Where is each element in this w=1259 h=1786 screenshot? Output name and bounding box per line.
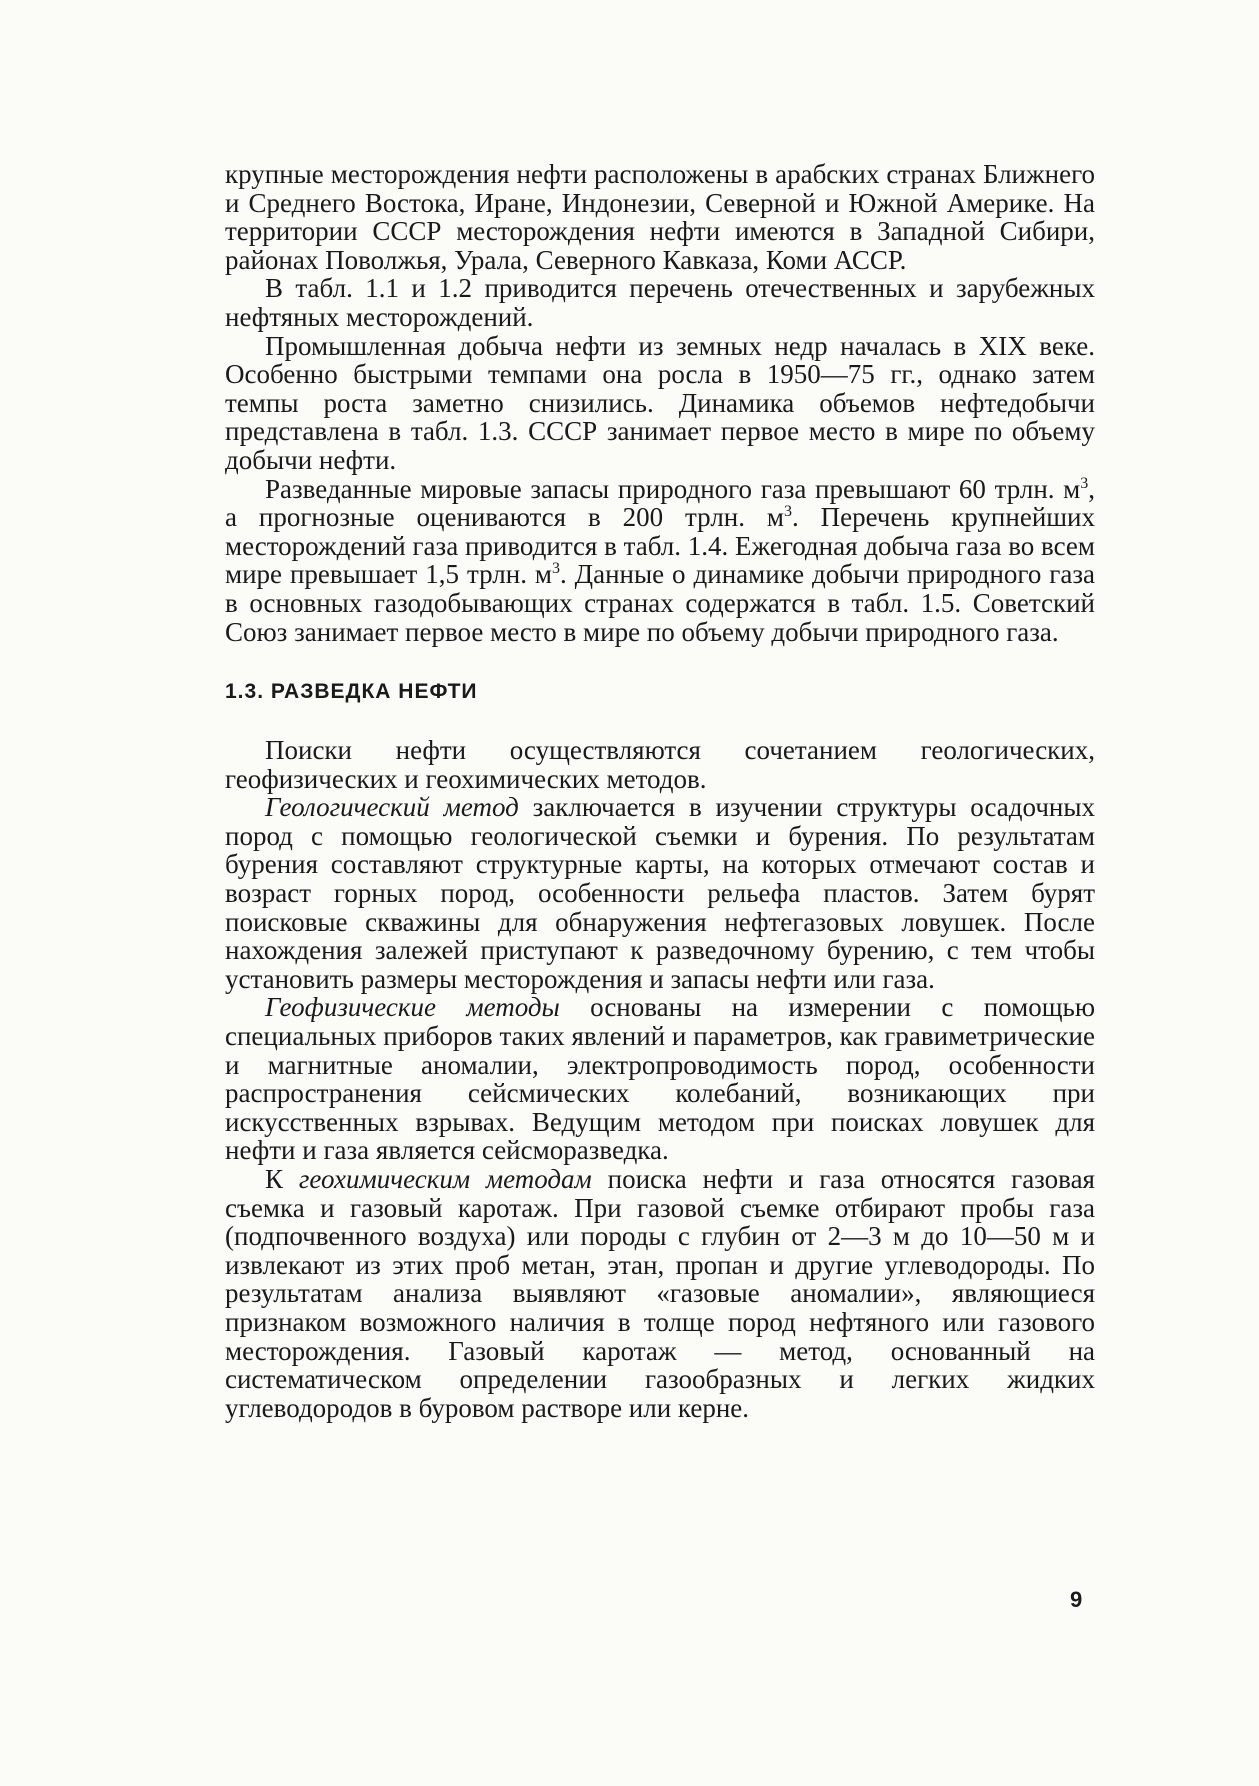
geochemical-methods-text: поиска нефти и газа относятся газовая съемка и газовый каротаж. При газовой съемке отбирают пробы газа (подпочвенного воздуха) или породы с глубин от 2—3 м до 10—50 м и извлекают из этих проб метан, этан, пропан и другие углеводороды. По результатам анализа выявляют «газовые аномалии», являющиеся признаком возможного наличия в толще пород нефтяного или газового месторождения. Газовый каротаж — метод, основанный на систематическом определении газообразных и легких жидких углеводородов в буровом растворе или керне. <box>225 1164 1095 1423</box>
gas-text-part-3: . Перечень крупнейших месторождений газа приводится в табл. 1.4. Ежегодная добыча газа во всем мире превышает 1,5 трлн. м <box>225 502 1096 590</box>
geochemical-prefix: К <box>265 1164 299 1194</box>
paragraph-oil-production: Промышленная добыча нефти из земных недр началась в XIX веке. Особенно быстрыми темпами она росла в 1950—75 гг., однако затем темпы роста заметно снизились. Динамика объемов нефтедобычи представлена в табл. 1.3. СССР занимает первое место в мире по объему добычи нефти. <box>225 330 1095 475</box>
gas-text-part-1: Разведанные мировые запасы природного газа превышают 60 трлн. м <box>265 473 1081 504</box>
paragraph-tables-reference: В табл. 1.1 и 1.2 приводится перечень отечественных и зарубежных нефтяных месторождений. <box>225 273 1095 332</box>
term-geophysical-methods: Геофизические методы <box>265 992 560 1023</box>
paragraph-geological-method <box>225 793 1095 993</box>
superscript-3: 3 <box>1080 474 1089 492</box>
term-geochemical-methods: геохимическим методам <box>298 1164 592 1194</box>
body-text <box>225 160 1095 1422</box>
gas-text-part-2: , а прогнозные оцениваются в 200 трлн. м <box>225 473 1095 533</box>
gas-text-part-4: . Данные о динамике добычи природного газа в основных газодобывающих странах содержатся в табл. 1.5. Советский Союз занимает первое место в мире по объему добычи природного газа. <box>225 559 1095 647</box>
superscript-3: 3 <box>783 503 792 521</box>
paragraph-search-methods: Поиски нефти осуществляются сочетанием геологических, геофизических и геохимических методов. <box>225 735 1095 794</box>
geophysical-methods-text: основаны на измерении с помощью специальных приборов таких явлений и параметров, как гравиметрические и магнитные аномалии, электропроводимость пород, особенности распространения сейсмических колебаний, возникающих при искусственных взрывах. Ведущим методом при поисках ловушек для нефти и газа является сейсморазведка. <box>225 992 1095 1166</box>
superscript-3: 3 <box>551 560 560 578</box>
paragraph-geochemical-methods <box>225 1165 1095 1422</box>
section-heading: 1.3. РАЗВЕДКА НЕФТИ <box>225 680 478 704</box>
paragraph-oil-deposits: крупные месторождения нефти расположены в арабских странах Ближнего и Среднего Востока, Иране, Индонезии, Северной и Южной Америке. На территории СССР месторождения нефти имеются в Западной Сибири, районах Поволжья, Урала, Северного Кавказа, Коми АССР. <box>225 159 1095 275</box>
paragraph-gas-reserves <box>225 475 1095 647</box>
paragraph-geophysical-methods <box>225 993 1095 1165</box>
term-geological-method: Геологический метод <box>265 792 519 823</box>
geological-method-text: заключается в изучении структуры осадочных пород с помощью геологической съемки и бурения. По результатам бурения составляют структурные карты, на которых отмечают состав и возраст горных пород, особенности рельефа пластов. Затем бурят поисковые скважины для обнаружения нефтегазовых ловушек. После нахождения залежей приступают к разведочному бурению, с тем чтобы установить размеры месторождения и запасы нефти или газа. <box>225 792 1095 994</box>
page-number: 9 <box>1070 1587 1083 1612</box>
